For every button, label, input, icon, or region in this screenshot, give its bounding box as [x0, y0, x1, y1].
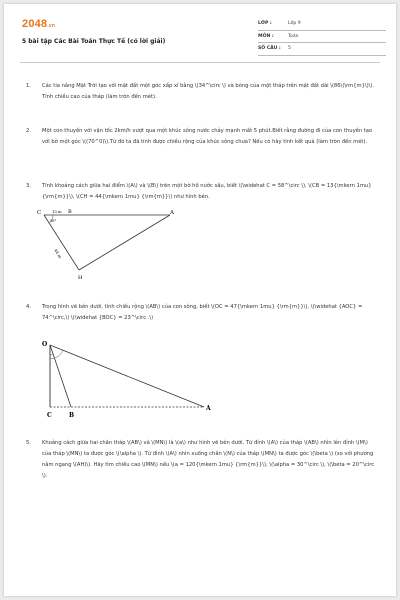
angle-boc-arc: [50, 355, 53, 356]
header-divider: [20, 62, 380, 63]
question-text: Khoảng cách giữa hai chân tháp \(AB\) và \(MN\) là \(a\) như hình vẽ bên dưới. Từ đỉnh \(A\) của tháp \(AB\) nhìn lên đỉnh \(M\) của tháp \(MN\) ta được góc \(\alpha \). Từ đỉnh \(A\) nhìn xuống chân \(N\) của tháp \(MN\) ta được góc \(\beta \) (so với phương nằm ngang \(AH)\). Hãy tìm chiều cao \(MN\) nếu \(a = 120{\mkern 1mu} {\rm{m}}\), \(\alpha = 30^\circ \), \(\beta = 20^\circ \).: [42, 440, 375, 479]
question-number: 3.: [26, 183, 31, 189]
meta-table: [258, 18, 386, 56]
label-b-top: B: [68, 209, 72, 215]
label-c: C: [37, 210, 42, 216]
meta-value: Toán: [288, 33, 299, 39]
question-3: [26, 181, 376, 203]
site-logo[interactable]: 2048.vn: [22, 18, 56, 30]
label-b: B: [69, 412, 75, 419]
figure-river: [38, 336, 218, 422]
label-13m: 13 m: [52, 209, 62, 214]
question-1: [26, 81, 376, 103]
question-text: Trong hình vẽ bên dưới, tính chiều rộng \(AB\) của con sông, biết \(OC = 47{\mkern 1mu} {\rm{m}}\), \(\widehat {AOC} = 74^\circ,\) \(\widehat {BOC} = 23^\circ .\): [42, 304, 363, 321]
meta-row-count: [258, 43, 386, 56]
meta-label: SỐ CÂU :: [258, 46, 281, 52]
segment-ch: [44, 215, 79, 270]
question-number: 4.: [26, 304, 31, 310]
label-c: C: [47, 412, 52, 419]
meta-label: MÔN :: [258, 33, 274, 39]
meta-value: 5: [288, 46, 291, 52]
question-4: [26, 302, 376, 324]
question-2: [26, 126, 376, 148]
meta-value: Lớp 9: [288, 21, 301, 27]
label-a: A: [170, 210, 174, 216]
document-title: 5 bài tập Các Bài Toán Thực Tế (có lời giải): [22, 38, 166, 45]
label-44m: 44 m: [53, 247, 63, 260]
segment-oa: [50, 345, 204, 407]
question-text: Tính khoảng cách giữa hai điểm \(A\) và \(B\) trên một bờ hồ nước sâu, biết \(\widehat C = 58^\circ \), \(CB = 13{\mkern 1mu} {\rm{m}}\), \(CH = 44{\mkern 1mu} {\rm{m}}\) như hình bên.: [42, 183, 372, 200]
figure-triangle-cba: [34, 206, 184, 282]
label-a: A: [206, 405, 211, 412]
label-angle-58: 58°: [50, 219, 57, 223]
meta-row-subject: [258, 31, 386, 44]
meta-row-class: [258, 18, 386, 31]
question-number: 1.: [26, 83, 31, 89]
question-text: Các tia nắng Mặt Trời tạo với mặt đất một góc xấp xỉ bằng \(34^\circ \) và bóng của một tháp trên mặt đất dài \(86\(\rm{m}\)\). Tính chiều cao của tháp (làm tròn đến mét).: [42, 83, 375, 100]
meta-label: LỚP :: [258, 21, 272, 27]
label-o: O: [42, 341, 48, 348]
question-text: Một con thuyền với vận tốc 2km/h vượt qua một khúc sông nước chảy mạnh mất 5 phút.Biết rằng đường đi của con thuyền tạo với bờ một góc \((70^0)\).Từ đó ta đã tính được chiều rộng của khúc sông chưa? Nếu có hãy tính kết quả (làm tròn đến mét).: [42, 128, 373, 145]
question-number: 5.: [26, 440, 31, 446]
question-5: [26, 438, 376, 482]
segment-ha: [79, 215, 170, 270]
label-h: H: [78, 275, 83, 281]
question-number: 2.: [26, 128, 31, 134]
document-page: [4, 4, 396, 596]
